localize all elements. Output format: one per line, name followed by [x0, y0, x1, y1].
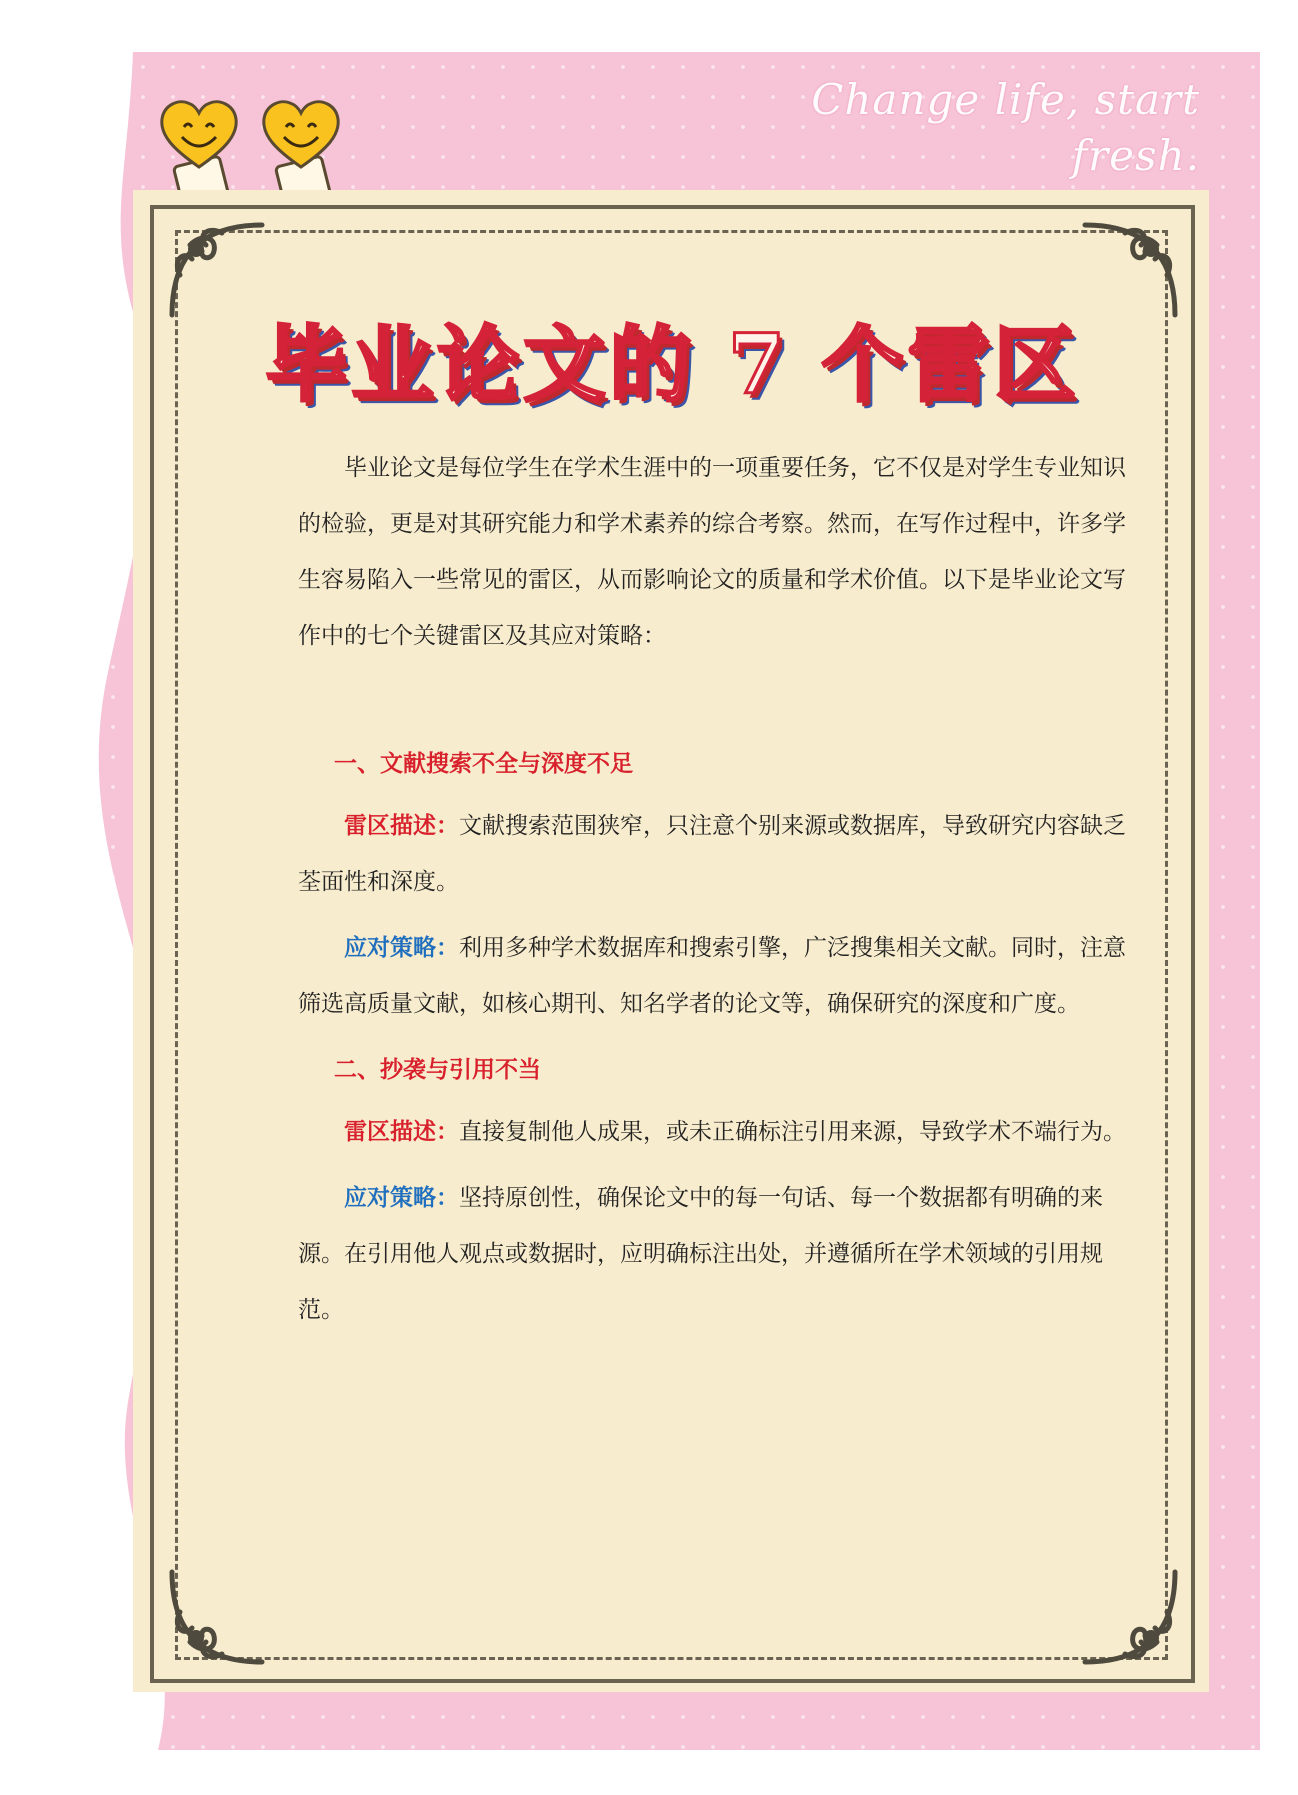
intro-paragraph: 毕业论文是每位学生在学术生涯中的一项重要任务，它不仅是对学生专业知识的检验，更是对其研究能力和学术素养的综合考察。然而，在写作过程中，许多学生容易陷入一些常见的雷区，从而影响论文的质量和学术价值。以下是毕业论文写作中的七个关键雷区及其应对策略： — [298, 455, 1126, 649]
risk-description — [298, 798, 1140, 910]
strategy-label: 应对策略： — [344, 935, 459, 961]
tagline-line-1: Change life, start fresh. — [811, 75, 1200, 180]
strategy-text: 利用多种学术数据库和搜索引擎，广泛搜集相关文献。同时，注意筛选高质量文献，如核心期刊、知名学者的论文等，确保研究的深度和广度。 — [298, 935, 1126, 1017]
risk-text: 直接复制他人成果，或未正确标注引用来源，导致学术不端行为。 — [459, 1119, 1126, 1145]
risk-label: 雷区描述： — [344, 1119, 459, 1145]
section-2 — [298, 1042, 1140, 1338]
strategy-label: 应对策略： — [344, 1185, 459, 1211]
section-1 — [298, 736, 1140, 1032]
corner-ornament-icon — [1075, 1562, 1185, 1672]
strategy-description — [298, 1170, 1140, 1338]
risk-description — [298, 1104, 1140, 1160]
risk-text: 文献搜索范围狭窄，只注意个别来源或数据库，导致研究内容缺乏荃面性和深度。 — [298, 813, 1126, 895]
corner-ornament-icon — [162, 1562, 272, 1672]
page-title: 毕业论文的 7 个雷区 — [265, 317, 1080, 413]
smiley-face-icon — [260, 97, 342, 171]
section-heading: 一、文献搜索不全与深度不足 — [334, 751, 633, 777]
section-heading: 二、抄袭与引用不当 — [334, 1057, 541, 1083]
smiley-face-icon — [158, 97, 240, 171]
strategy-text: 坚持原创性，确保论文中的每一句话、每一个数据都有明确的来源。在引用他人观点或数据时，应明确标注出处，并遵循所在学术领域的引用规范。 — [298, 1185, 1103, 1323]
strategy-description — [298, 920, 1140, 1032]
risk-label: 雷区描述： — [344, 813, 459, 839]
article-body — [298, 440, 1140, 1348]
